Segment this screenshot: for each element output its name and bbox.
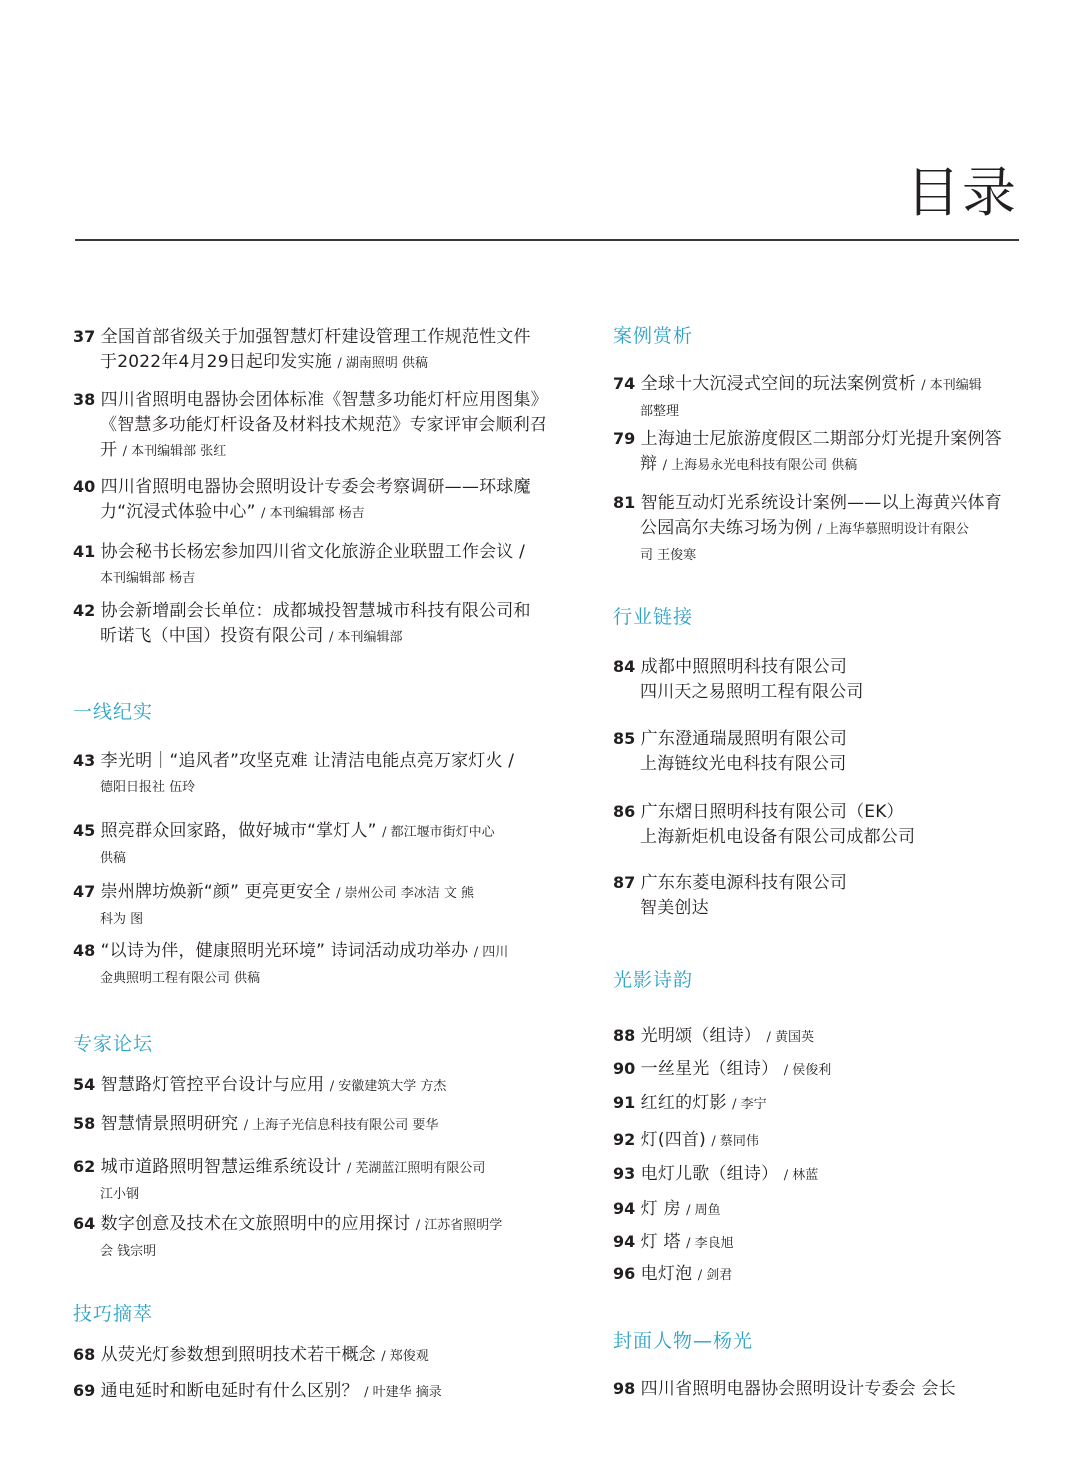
toc-entry-line xyxy=(613,1056,1025,1083)
page-number: 48 xyxy=(73,941,96,960)
page-number: 87 xyxy=(613,873,636,892)
page-number: 45 xyxy=(73,821,96,840)
entry-title: 成都中照照明科技有限公司 xyxy=(640,657,848,677)
toc-entry[interactable] xyxy=(613,726,1025,777)
toc-entry-line xyxy=(73,438,558,464)
entry-byline: 江小钢 xyxy=(100,1187,140,1202)
toc-entry[interactable] xyxy=(613,1261,1025,1288)
page-number: 96 xyxy=(613,1264,636,1283)
toc-entry-line xyxy=(73,1072,558,1099)
toc-entry-line xyxy=(73,350,558,376)
toc-entry-line xyxy=(73,938,558,965)
entry-byline: / 李宁 xyxy=(732,1097,767,1112)
section-heading: 专家论坛 xyxy=(73,1033,154,1055)
entry-title: 昕诺飞（中国）投资有限公司 xyxy=(100,626,324,646)
toc-entry[interactable] xyxy=(613,490,1025,568)
toc-entry[interactable] xyxy=(73,748,558,800)
page-number: 79 xyxy=(613,429,636,448)
toc-entry[interactable] xyxy=(73,818,558,871)
toc-entry-line xyxy=(613,1161,1025,1188)
entry-byline: 供稿 xyxy=(100,851,127,866)
toc-entry[interactable] xyxy=(613,1229,1025,1256)
entry-byline: / 芜湖蓝江照明有限公司 xyxy=(346,1161,486,1176)
toc-entry-line xyxy=(613,752,1025,777)
toc-entry[interactable] xyxy=(613,1196,1025,1223)
toc-entry-line xyxy=(613,1376,1025,1402)
entry-title: 崇州牌坊焕新“颜” 更亮更安全 xyxy=(100,882,331,902)
entry-title: 协会秘书长杨宏参加四川省文化旅游企业联盟工作会议 / xyxy=(100,542,526,562)
page-number: 98 xyxy=(613,1379,636,1398)
toc-entry-line xyxy=(73,1238,558,1264)
section-heading: 一线纪实 xyxy=(73,701,154,723)
entry-byline: 德阳日报社 伍玲 xyxy=(100,780,196,795)
section-heading: 光影诗韵 xyxy=(613,969,694,991)
entry-title: 开 xyxy=(100,440,118,460)
section-heading: 案例赏析 xyxy=(613,325,694,347)
toc-entry[interactable] xyxy=(73,1211,558,1264)
entry-byline: / 本刊编辑部 xyxy=(329,630,403,645)
page-number: 74 xyxy=(613,374,636,393)
entry-byline: / 蔡同伟 xyxy=(711,1134,759,1149)
page-number: 86 xyxy=(613,802,636,821)
page-number: 54 xyxy=(73,1075,96,1094)
entry-title: 智慧情景照明研究 xyxy=(100,1114,239,1134)
entry-title: 协会新增副会长单位：成都城投智慧城市科技有限公司和 xyxy=(100,601,531,621)
toc-entry[interactable] xyxy=(73,938,558,991)
toc-entry-line xyxy=(73,818,558,845)
entry-title: 红红的灯影 xyxy=(640,1093,727,1113)
entry-title: 一丝星光（组诗） xyxy=(640,1059,779,1079)
page-number: 64 xyxy=(73,1214,96,1233)
entry-title: 上海新炬机电设备有限公司成都公司 xyxy=(640,827,916,847)
toc-entry[interactable] xyxy=(613,371,1025,424)
toc-entry-line xyxy=(73,1378,558,1405)
page-number: 47 xyxy=(73,882,96,901)
toc-entry-line xyxy=(613,1023,1025,1050)
entry-title: 灯(四首) xyxy=(640,1130,706,1150)
entry-byline: / 安徽建筑大学 方杰 xyxy=(329,1079,447,1094)
toc-entry[interactable] xyxy=(613,1127,1025,1154)
entry-byline: / 郑俊观 xyxy=(381,1349,429,1364)
page-number: 62 xyxy=(73,1157,96,1176)
page-number: 41 xyxy=(73,542,96,561)
entry-byline: / 叶建华 摘录 xyxy=(364,1385,442,1400)
page-number: 88 xyxy=(613,1026,636,1045)
entry-title: 通电延时和断电延时有什么区别？ xyxy=(100,1381,359,1401)
entry-byline: / 都江堰市街灯中心 xyxy=(382,825,495,840)
page-number: 68 xyxy=(73,1345,96,1364)
toc-entry-line xyxy=(613,371,1025,398)
entry-byline: / 本刊编辑部 张红 xyxy=(122,444,227,459)
entry-title: 广东东菱电源科技有限公司 xyxy=(640,873,848,893)
page-number: 94 xyxy=(613,1199,636,1218)
entry-title: 电灯儿歌（组诗） xyxy=(640,1164,779,1184)
entry-title: 四川省照明电器协会团体标准《智慧多功能灯杆应用图集》 xyxy=(100,390,548,410)
toc-entry-line xyxy=(73,598,558,624)
entry-title: 《智慧多功能灯杆设备及材料技术规范》专家评审会顺利召 xyxy=(100,415,548,435)
toc-entry-line xyxy=(73,1111,558,1138)
toc-entry[interactable] xyxy=(73,879,558,932)
toc-entry-line xyxy=(73,474,558,500)
toc-entry-line xyxy=(73,748,558,774)
toc-entry-line xyxy=(613,825,1025,850)
entry-title: 上海迪士尼旅游度假区二期部分灯光提升案例答 xyxy=(640,429,1002,449)
page-title: 目录 xyxy=(906,161,1018,224)
toc-entry-line xyxy=(73,1154,558,1181)
entry-title: 智慧路灯管控平台设计与应用 xyxy=(100,1075,325,1095)
page-number: 85 xyxy=(613,729,636,748)
entry-byline: / 上海易永光电科技有限公司 供稿 xyxy=(662,458,858,473)
toc-entry[interactable] xyxy=(73,539,558,591)
entry-title: 数字创意及技术在文旅照明中的应用探讨 xyxy=(100,1214,411,1234)
toc-entry-line xyxy=(73,1211,558,1238)
toc-entry[interactable] xyxy=(73,1154,558,1207)
entry-byline: 司 王俊寒 xyxy=(640,548,697,563)
entry-title: 照亮群众回家路，做好城市“掌灯人” xyxy=(100,821,377,841)
entry-byline: / 江苏省照明学 xyxy=(415,1218,503,1233)
toc-entry-line xyxy=(73,774,558,800)
entry-title: 辩 xyxy=(640,454,658,474)
section-heading: 技巧摘萃 xyxy=(73,1303,154,1325)
page-number: 40 xyxy=(73,477,96,496)
toc-entry[interactable] xyxy=(613,654,1025,705)
toc-entry-line xyxy=(73,845,558,871)
entry-byline: / 剑君 xyxy=(697,1268,733,1283)
entry-title: 城市道路照明智慧运维系统设计 xyxy=(100,1157,342,1177)
toc-entry[interactable] xyxy=(613,1090,1025,1117)
toc-entry[interactable] xyxy=(73,1111,558,1138)
entry-title: “以诗为伴，健康照明光环境” 诗词活动成功举办 xyxy=(100,941,469,961)
page-number: 93 xyxy=(613,1164,636,1183)
toc-entry-line xyxy=(73,413,558,438)
page-number: 94 xyxy=(613,1232,636,1251)
entry-title: 四川天之易照明工程有限公司 xyxy=(640,682,864,702)
entry-byline: / 崇州公司 李冰洁 文 熊 xyxy=(336,886,475,901)
entry-title: 公园高尔夫练习场为例 xyxy=(640,518,812,538)
entry-byline: / 周鱼 xyxy=(686,1203,721,1218)
toc-entry-line xyxy=(613,1229,1025,1256)
entry-title: 广东澄通瑞晟照明有限公司 xyxy=(640,729,848,749)
entry-title: 全球十大沉浸式空间的玩法案例赏析 xyxy=(640,374,916,394)
toc-entry[interactable] xyxy=(73,1342,558,1369)
entry-byline: / 黄国英 xyxy=(766,1030,814,1045)
toc-entry-line xyxy=(613,1261,1025,1288)
toc-entry-line xyxy=(73,965,558,991)
toc-entry-line xyxy=(73,624,558,650)
toc-entry[interactable] xyxy=(613,1023,1025,1050)
entry-byline: / 林蓝 xyxy=(783,1168,819,1183)
section-heading: 行业链接 xyxy=(613,606,694,628)
toc-entry[interactable] xyxy=(613,426,1025,478)
toc-entry[interactable] xyxy=(73,474,558,526)
toc-entry[interactable] xyxy=(613,1161,1025,1188)
page-number: 43 xyxy=(73,751,96,770)
entry-byline: / 湖南照明 供稿 xyxy=(337,356,428,371)
entry-byline: 部整理 xyxy=(640,404,680,419)
entry-title: 上海链纹光电科技有限公司 xyxy=(640,754,847,774)
toc-entry-line xyxy=(73,1181,558,1207)
page-number: 90 xyxy=(613,1059,636,1078)
entry-title: 灯 房 xyxy=(640,1199,681,1219)
entry-title: 于2022年4月29日起印发实施 xyxy=(100,352,332,372)
entry-byline: / 四川 xyxy=(473,945,509,960)
toc-entry-line xyxy=(613,426,1025,452)
entry-title: 四川省照明电器协会照明设计专委会 会长 xyxy=(640,1379,956,1399)
toc-entry-line xyxy=(73,879,558,906)
toc-entry-line xyxy=(613,516,1025,542)
toc-entry[interactable] xyxy=(613,1056,1025,1083)
entry-byline: / 李良旭 xyxy=(686,1236,734,1251)
page-number: 69 xyxy=(73,1381,96,1400)
toc-entry-line xyxy=(613,680,1025,705)
toc-entry[interactable] xyxy=(73,1378,558,1405)
entry-byline: / 侯俊利 xyxy=(783,1063,832,1078)
entry-title: 智美创达 xyxy=(640,898,709,918)
toc-entry-line xyxy=(613,1090,1025,1117)
toc-entry-line xyxy=(613,452,1025,478)
toc-entry[interactable] xyxy=(73,598,558,650)
toc-entry-line xyxy=(73,906,558,932)
entry-title: 全国首部省级关于加强智慧灯杆建设管理工作规范性文件 xyxy=(100,327,531,347)
toc-entry-line xyxy=(73,387,558,413)
toc-entry-line xyxy=(613,726,1025,752)
entry-title: 李光明｜“追风者”攻坚克难 让清洁电能点亮万家灯火 / xyxy=(100,751,515,771)
page-number: 38 xyxy=(73,390,96,409)
toc-entry-line xyxy=(613,1196,1025,1223)
page-number: 37 xyxy=(73,327,96,346)
page-number: 42 xyxy=(73,601,96,620)
toc-entry[interactable] xyxy=(73,324,558,376)
toc-entry-line xyxy=(613,870,1025,896)
title-divider xyxy=(75,239,1019,241)
entry-byline: 科为 图 xyxy=(100,912,144,927)
toc-entry-line xyxy=(613,542,1025,568)
entry-byline: 会 钱宗明 xyxy=(100,1244,157,1259)
page-number: 81 xyxy=(613,493,636,512)
entry-title: 智能互动灯光系统设计案例——以上海黄兴体育 xyxy=(640,493,1002,513)
toc-entry-line xyxy=(73,324,558,350)
toc-entry[interactable] xyxy=(613,1376,1025,1402)
entry-title: 从荧光灯参数想到照明技术若干概念 xyxy=(100,1345,376,1365)
page-number: 58 xyxy=(73,1114,96,1133)
toc-entry-line xyxy=(613,398,1025,424)
entry-byline: 金典照明工程有限公司 供稿 xyxy=(100,971,261,986)
entry-title: 光明颂（组诗） xyxy=(640,1026,762,1046)
toc-entry-line xyxy=(613,1127,1025,1154)
toc-entry[interactable] xyxy=(613,799,1025,850)
entry-byline: / 上海华慕照明设计有限公 xyxy=(817,522,969,537)
toc-entry-line xyxy=(613,896,1025,921)
entry-byline: 本刊编辑部 杨吉 xyxy=(100,571,196,586)
toc-entry-line xyxy=(613,799,1025,825)
toc-entry[interactable] xyxy=(613,870,1025,921)
entry-title: 电灯泡 xyxy=(640,1264,693,1284)
entry-title: 灯 塔 xyxy=(640,1232,681,1252)
toc-entry-line xyxy=(613,654,1025,680)
section-heading: 封面人物—杨光 xyxy=(613,1330,754,1352)
toc-entry-line xyxy=(73,539,558,565)
page-number: 84 xyxy=(613,657,636,676)
toc-entry[interactable] xyxy=(73,1072,558,1099)
entry-title: 力“沉浸式体验中心” xyxy=(100,502,256,522)
page-number: 92 xyxy=(613,1130,636,1149)
entry-title: 四川省照明电器协会照明设计专委会考察调研——环球魔 xyxy=(100,477,531,497)
toc-entry-line xyxy=(73,1342,558,1369)
entry-byline: / 上海子光信息科技有限公司 要华 xyxy=(243,1118,439,1133)
page-number: 91 xyxy=(613,1093,636,1112)
toc-entry-line xyxy=(73,565,558,591)
toc-entry-line xyxy=(613,490,1025,516)
toc-entry-line xyxy=(73,500,558,526)
entry-title: 广东熠日照明科技有限公司（EK） xyxy=(640,802,904,822)
entry-byline: / 本刊编辑部 杨吉 xyxy=(261,506,365,521)
entry-byline: / 本刊编辑 xyxy=(921,378,982,393)
toc-entry[interactable] xyxy=(73,387,558,464)
